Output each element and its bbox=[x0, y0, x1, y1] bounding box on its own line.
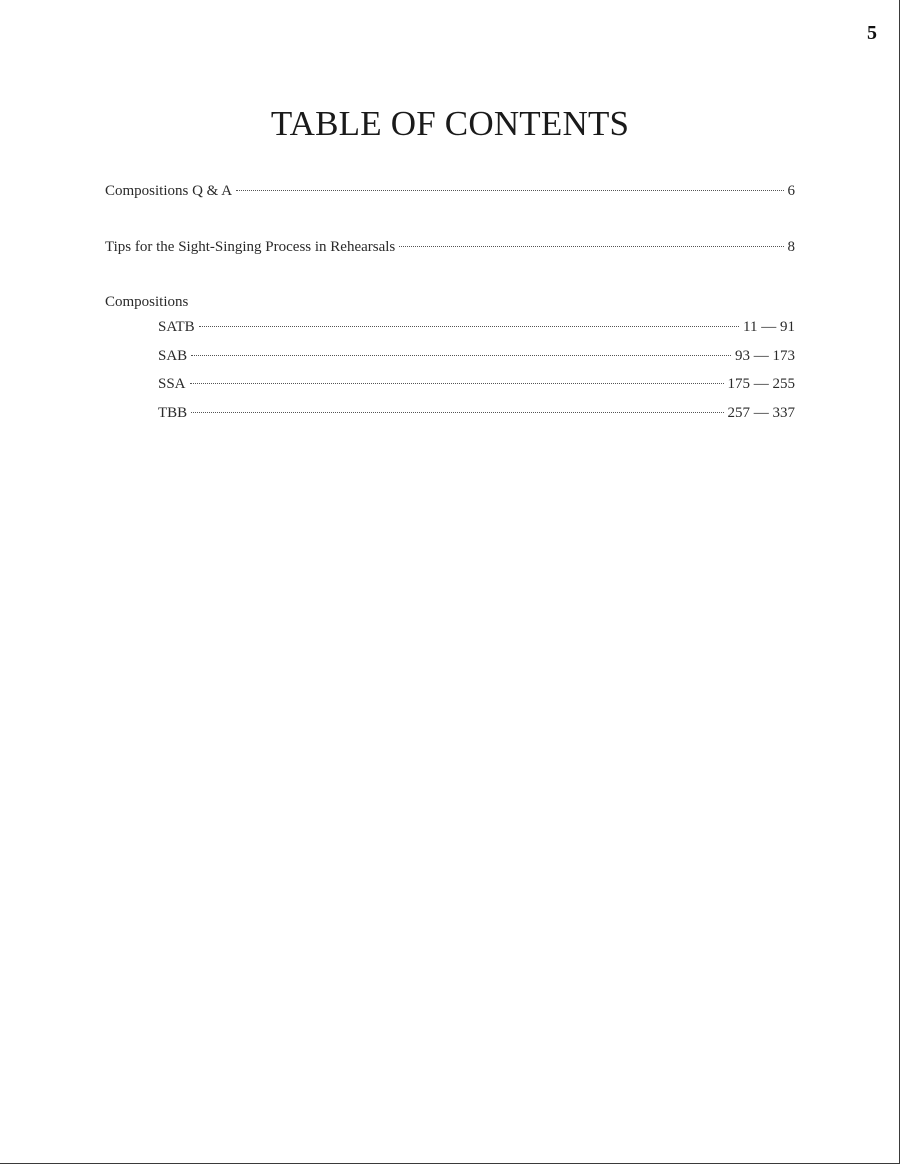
toc-entry-page: 93 — 173 bbox=[735, 347, 795, 364]
toc-entry-label: SATB bbox=[158, 319, 195, 335]
toc-entry-tbb[interactable] bbox=[105, 399, 795, 428]
toc-entry-page: 11 — 91 bbox=[743, 319, 795, 335]
toc-entry-label: Compositions Q & A bbox=[105, 183, 233, 199]
dot-leader bbox=[399, 246, 783, 247]
toc-entry-satb[interactable] bbox=[105, 313, 795, 342]
page-title: TABLE OF CONTENTS bbox=[270, 104, 630, 143]
toc-entry-page: 6 bbox=[787, 183, 795, 199]
toc-entry-label: TBB bbox=[158, 404, 188, 421]
toc-entry-ssa[interactable] bbox=[105, 370, 795, 399]
table-of-contents bbox=[105, 180, 795, 427]
toc-entry-page: 175 — 255 bbox=[727, 376, 795, 392]
dot-leader bbox=[190, 383, 724, 384]
toc-entry-page: 257 — 337 bbox=[727, 404, 795, 421]
toc-entry-label: Tips for the Sight-Singing Process in Rehearsals bbox=[105, 239, 396, 255]
page-number: 5 bbox=[867, 22, 877, 44]
toc-section-heading: Compositions bbox=[105, 294, 189, 310]
toc-entry-page: 8 bbox=[787, 239, 795, 255]
toc-entry-label: SAB bbox=[158, 347, 188, 364]
dot-leader bbox=[191, 355, 731, 356]
toc-entry-label: SSA bbox=[158, 376, 186, 392]
toc-entry-sab[interactable] bbox=[105, 342, 795, 371]
dot-leader bbox=[191, 412, 723, 413]
dot-leader bbox=[236, 190, 783, 191]
toc-entry-compositions-qa[interactable] bbox=[105, 180, 795, 202]
dot-leader bbox=[199, 326, 739, 327]
toc-entry-sight-singing-tips[interactable] bbox=[105, 236, 795, 258]
